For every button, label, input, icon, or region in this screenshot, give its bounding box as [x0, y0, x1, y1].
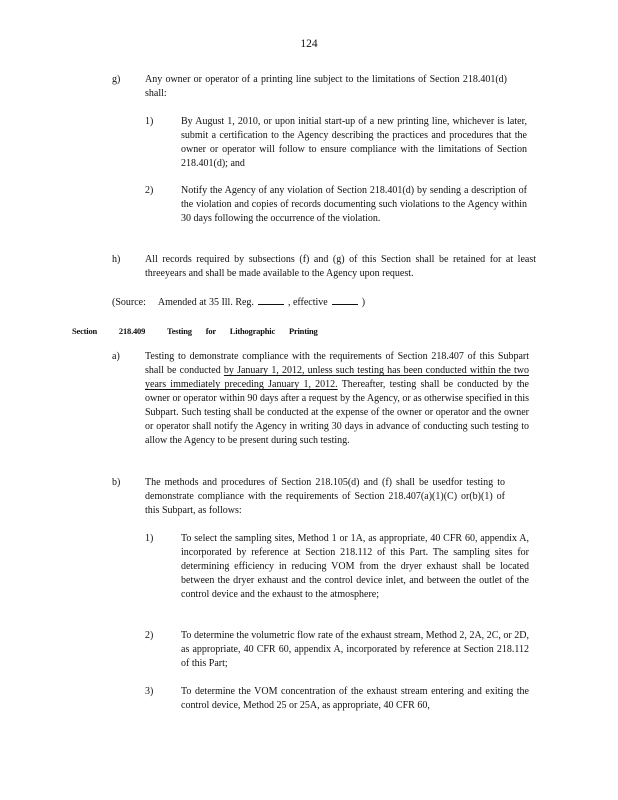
subsection-a-label: a)	[112, 351, 120, 362]
source-prefix: (Source:	[112, 297, 146, 308]
subsection-b-text: The methods and procedures of Section 218.105(d) and (f) shall be usedfor testing to demonstrate compliance with the requirements of Section 218.407(a)(1)(C) or(b)(1) of this Subpart, as follows:	[145, 477, 505, 516]
subsection-b-label: b)	[112, 477, 121, 488]
source-effective: , effective	[287, 297, 328, 308]
subsection-b-item-2-text: To determine the volumetric flow rate of the exhaust stream, Method 2, 2A, 2C, or 2D, as appropriate, 40 CFR 60, appendix A, incorporated by reference at Section 218.112 of this Part;	[181, 630, 529, 669]
subsection-g-item-1-text: By August 1, 2010, or upon initial start-up of a new printing line, whichever is later, submit a certification to the Agency describing the practices and procedures that the owner or operator will follow to ensure compliance with the limitations of Section 218.401(d); and	[181, 116, 527, 169]
subsection-h-label: h)	[112, 254, 121, 265]
subsection-b-item-1-text: To select the sampling sites, Method 1 or 1A, as appropriate, 40 CFR 60, appendix A, incorporated by reference at Section 218.112 of this Part. The sampling sites for determining efficiency in reducing VOM from the dryer exhaust shall be located between the dryer exhaust and the control device inlet, and between the outlet of the control device and the exhaust to the atmosphere;	[181, 533, 529, 600]
subsection-b-item-3-label: 3)	[145, 686, 154, 697]
register-blank	[258, 295, 284, 305]
subsection-h-text: All records required by subsections (f) and (g) of this Section shall be retained for at least threeyears and shall be made available to the Agency upon request.	[145, 254, 536, 279]
subsection-a-text-after: Thereafter, testing shall be conducted by the owner or operator within 90 days after a request by the Agency, or as otherwise specified in this Subpart. Such testing shall be conducted at the expense of the owner or operator and the owner or operator shall notify the Agency in writing 30 days in advance of conducting such testing to allow the Agency to be present during such testing.	[145, 379, 529, 446]
section-heading	[72, 326, 318, 336]
subsection-b-item-3-text: To determine the VOM concentration of the exhaust stream entering and exiting the control device, Method 25 or 25A, as appropriate, 40 CFR 60,	[181, 686, 529, 711]
subsection-b-item-2-label: 2)	[145, 630, 154, 641]
subsection-g-item-1-label: 1)	[145, 116, 154, 127]
page-number: 124	[300, 38, 318, 50]
section-number: 218.409	[118, 326, 146, 336]
source-suffix: )	[361, 297, 366, 308]
source-middle: Amended at 35 Ill. Reg.	[157, 297, 254, 308]
subsection-g-label: g)	[112, 74, 121, 85]
subsection-a-amended-text: by January 1, 2012, unless such testing has been conducted within the two years immediately preceding January 1, 2012.	[145, 365, 529, 390]
subsection-a-text	[145, 350, 529, 448]
subsection-g-item-2-label: 2)	[145, 185, 154, 196]
source-note	[112, 295, 532, 310]
section-word: Section	[72, 326, 98, 336]
section-title: Testing for Lithographic Printing	[167, 326, 318, 336]
subsection-a-text-before: Testing to demonstrate compliance with the requirements of Section 218.407 of this Subpart shall be conducted	[145, 351, 529, 376]
effective-date-blank	[332, 295, 358, 305]
subsection-g-item-2-text: Notify the Agency of any violation of Section 218.401(d) by sending a description of the violation and copies of records documenting such violations to the Agency within 30 days following the occurrence of the violation.	[181, 185, 527, 224]
subsection-g-text: Any owner or operator of a printing line subject to the limitations of Section 218.401(d) shall:	[145, 74, 507, 99]
subsection-b-item-1-label: 1)	[145, 533, 154, 544]
